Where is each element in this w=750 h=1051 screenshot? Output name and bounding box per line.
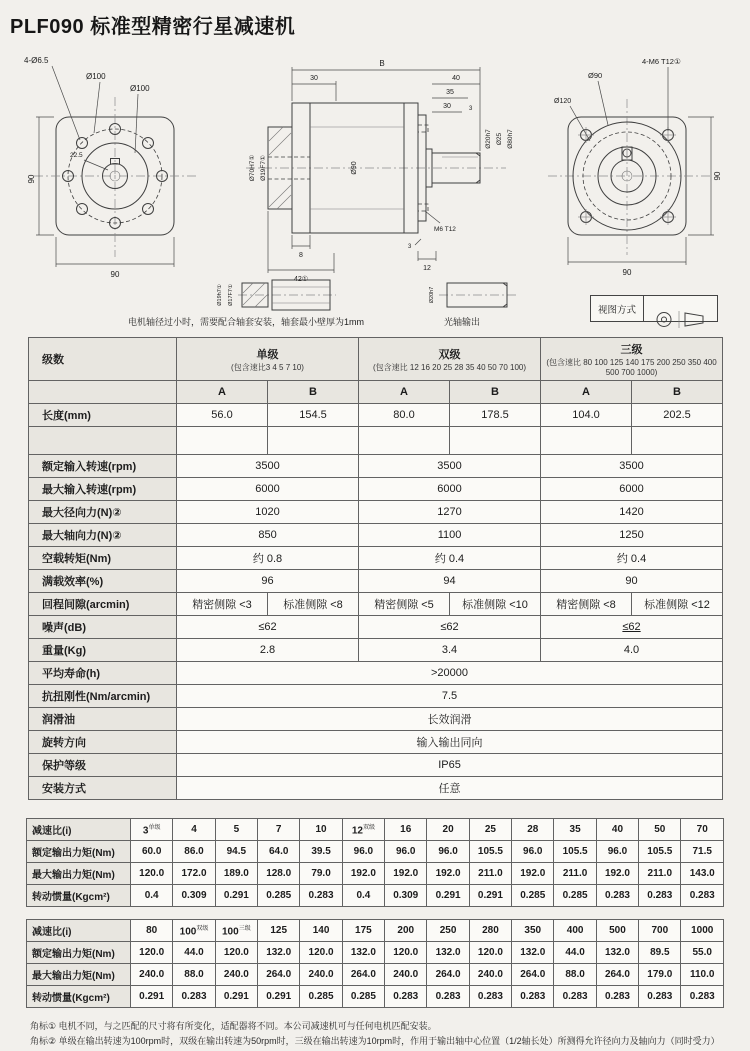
cell: 86.0 (173, 841, 215, 863)
row-label: 最大径向力(N)② (29, 501, 177, 524)
group-ratios: (包含速比 12 16 20 25 28 35 40 50 70 100) (373, 362, 527, 372)
cell: 约 0.4 (359, 547, 541, 570)
table-row (29, 524, 723, 547)
cell: 16 (385, 819, 427, 841)
cell: 132.0 (427, 942, 469, 964)
page-title: PLF090 标准型精密行星减速机 (10, 16, 296, 38)
cell: 3500 (359, 455, 541, 478)
cell: 0.285 (342, 986, 384, 1008)
cell: 192.0 (596, 863, 638, 885)
cell: 105.5 (639, 841, 681, 863)
dim-label-pilot: Ø80h7 (507, 129, 514, 149)
dim-label-shoulder: Ø25 (496, 132, 503, 146)
cell: 约 0.8 (177, 547, 359, 570)
table-row (29, 639, 723, 662)
dim-label-d90: Ø90 (588, 71, 603, 80)
cell: 96.0 (342, 841, 384, 863)
empty-cell (177, 427, 268, 455)
cell: 264.0 (596, 964, 638, 986)
ratio-table-1 (26, 818, 724, 907)
table-row (29, 708, 723, 731)
cell: 0.283 (300, 885, 342, 907)
cell: 约 0.4 (541, 547, 723, 570)
cell: 0.291 (215, 986, 257, 1008)
row-label: 减速比(i) (27, 819, 131, 841)
row-label: 最大输出力矩(Nm) (27, 863, 131, 885)
row-label: 空载转矩(Nm) (29, 547, 177, 570)
cell: 44.0 (173, 942, 215, 964)
cell: 20 (427, 819, 469, 841)
cell: 280 (469, 920, 511, 942)
cell: 0.283 (596, 986, 638, 1008)
cell: 0.283 (639, 986, 681, 1008)
row-label: 长度(mm) (29, 404, 177, 427)
cell: 1270 (359, 501, 541, 524)
table-row (27, 885, 724, 907)
dim-label-sleeve-d2: Ø17F7① (228, 284, 234, 306)
cell: 120.0 (385, 942, 427, 964)
dim-label-width: 90 (622, 268, 632, 277)
cell: 0.285 (300, 986, 342, 1008)
side-section-drawing (210, 53, 520, 288)
empty-cell (632, 427, 723, 455)
cell: 240.0 (215, 964, 257, 986)
cell: 80 (131, 920, 173, 942)
side-view-geometry (246, 103, 506, 233)
cell: 211.0 (469, 863, 511, 885)
table-row (29, 404, 723, 427)
shaft-detail-drawing (425, 275, 520, 315)
table-row (29, 570, 723, 593)
cell: 240.0 (300, 964, 342, 986)
cell: ≤62 (177, 616, 359, 639)
cell: 精密侧隙 <8 (541, 593, 632, 616)
cell: >20000 (177, 662, 723, 685)
ratio-table-2 (26, 919, 724, 1008)
cell: 105.5 (469, 841, 511, 863)
cell: 7.5 (177, 685, 723, 708)
dim-label-pilot: Ø100 (130, 84, 150, 93)
cell: 250 (427, 920, 469, 942)
dim-label-holes: 4-M6 T12① (642, 57, 681, 66)
row-label: 最大轴向力(N)② (29, 524, 177, 547)
dim-label-key: 22.5 (70, 152, 83, 159)
cell: 125 (258, 920, 300, 942)
cell: 25 (469, 819, 511, 841)
col-header-a: A (541, 381, 632, 404)
cell: 211.0 (639, 863, 681, 885)
table-row (29, 754, 723, 777)
stage-marker: 双级 (196, 926, 209, 933)
cell: 90 (541, 570, 723, 593)
cell: 96.0 (512, 841, 554, 863)
footnotes (30, 1019, 724, 1049)
row-label: 噪声(dB) (29, 616, 177, 639)
empty-cell (268, 427, 359, 455)
col-header-b: B (268, 381, 359, 404)
cell: 0.283 (469, 986, 511, 1008)
footnote-2: 角标② 单级在输出转速为100rpm时，双级在输出转速为50rpm时，三级在输出转速为10rpm时，作用于输出轴中心位置（1/2轴长处）所测得允许径向力及轴向力（同时受力） (30, 1035, 720, 1046)
row-label: 重量(Kg) (29, 639, 177, 662)
cell: 3.4 (359, 639, 541, 662)
header-group-single (177, 338, 359, 381)
spec-table (28, 337, 723, 800)
dim-label-sleeve-d1: Ø19h7① (217, 284, 223, 306)
cell: 6000 (359, 478, 541, 501)
cell: 1000 (681, 920, 724, 942)
row-label: 平均寿命(h) (29, 662, 177, 685)
dim-label-tap: M6 T12 (434, 226, 456, 233)
table-row (27, 863, 724, 885)
dim-label-width: 90 (110, 270, 120, 279)
dim-label-bore2: Ø19F7① (260, 155, 267, 181)
cell: 39.5 (300, 841, 342, 863)
cell: 3500 (177, 455, 359, 478)
cell: 6000 (177, 478, 359, 501)
cell: $100^{双级}$ (173, 920, 215, 942)
rear-view-drawing (532, 53, 732, 288)
dim-label-40: 40 (452, 75, 460, 82)
row-label: 最大输出力矩(Nm) (27, 964, 131, 986)
cell: 0.309 (173, 885, 215, 907)
row-label: 额定输出力矩(Nm) (27, 942, 131, 964)
table-row (27, 920, 724, 942)
cell: $100^{三级}$ (215, 920, 257, 942)
dim-label-bolt-circle: Ø100 (86, 72, 106, 81)
technical-drawings (0, 39, 750, 333)
stage-marker: 双级 (362, 825, 375, 832)
cell: 88.0 (173, 964, 215, 986)
row-label: 抗扭刚性(Nm/arcmin) (29, 685, 177, 708)
side-view-dimensions (249, 59, 514, 283)
cell: 0.283 (512, 986, 554, 1008)
cell: 132.0 (596, 942, 638, 964)
cell: $12^{双级}$ (342, 819, 384, 841)
dim-label-35: 35 (446, 89, 454, 96)
cell: 2.8 (177, 639, 359, 662)
cell: 154.5 (268, 404, 359, 427)
cell: 55.0 (681, 942, 724, 964)
header-group-double (359, 338, 541, 381)
sleeve-detail-drawing (214, 275, 339, 315)
cell: 28 (512, 819, 554, 841)
front-view-dimensions (24, 56, 174, 279)
cell: 1420 (541, 501, 723, 524)
cell: 192.0 (385, 863, 427, 885)
row-label: 转动惯量(Kgcm²) (27, 986, 131, 1008)
cell: 96.0 (385, 841, 427, 863)
sleeve-note: 电机轴径过小时，需要配合轴套安装，轴套最小壁厚为1mm (128, 317, 365, 327)
cell: 5 (215, 819, 257, 841)
dim-label-42: 42① (293, 276, 309, 283)
cell: 35 (554, 819, 596, 841)
cell: 264.0 (342, 964, 384, 986)
row-label: 减速比(i) (27, 920, 131, 942)
shaft-output-label: 光轴输出 (444, 317, 481, 327)
cell: 200 (385, 920, 427, 942)
cell: 128.0 (258, 863, 300, 885)
cell: 400 (554, 920, 596, 942)
row-label: 额定输出力矩(Nm) (27, 841, 131, 863)
cell: 178.5 (450, 404, 541, 427)
cell: 6000 (541, 478, 723, 501)
cell: ≤62 (541, 616, 723, 639)
table-row (27, 841, 724, 863)
cell: 94 (359, 570, 541, 593)
cell: 0.4 (131, 885, 173, 907)
cell: 500 (596, 920, 638, 942)
cell: 192.0 (427, 863, 469, 885)
table-row (29, 501, 723, 524)
cell: 4 (173, 819, 215, 841)
dim-label-bore1: Ø70H7① (249, 154, 256, 182)
cell: 0.285 (512, 885, 554, 907)
cell: 240.0 (131, 964, 173, 986)
cell: 140 (300, 920, 342, 942)
header-stages: 级数 (29, 338, 177, 381)
cell: 240.0 (469, 964, 511, 986)
empty-cell (29, 381, 177, 404)
cell: 96.0 (596, 841, 638, 863)
table-row (29, 593, 723, 616)
view-method-label: 视图方式 (591, 296, 644, 321)
cell: 0.283 (427, 986, 469, 1008)
cell: 264.0 (512, 964, 554, 986)
cell: 105.5 (554, 841, 596, 863)
view-method-box (590, 295, 718, 322)
cell: 1020 (177, 501, 359, 524)
cell: 132.0 (258, 942, 300, 964)
empty-cell (541, 427, 632, 455)
cell: 192.0 (342, 863, 384, 885)
empty-cell (29, 427, 177, 455)
cell: 79.0 (300, 863, 342, 885)
cell: 192.0 (512, 863, 554, 885)
cell: 标准侧隙 <8 (268, 593, 359, 616)
table-row (29, 685, 723, 708)
cell: 0.291 (215, 885, 257, 907)
cell: 0.283 (596, 885, 638, 907)
group-ratios: (包含速比 80 100 125 140 175 200 250 350 400 500 700 1000) (546, 358, 717, 377)
cell: 350 (512, 920, 554, 942)
spacer-row (29, 427, 723, 455)
cell: 264.0 (258, 964, 300, 986)
cell: 0.283 (385, 986, 427, 1008)
cell: 精密侧隙 <3 (177, 593, 268, 616)
cell: 211.0 (554, 863, 596, 885)
cell: 0.283 (681, 885, 724, 907)
col-header-a: A (177, 381, 268, 404)
cell: 94.5 (215, 841, 257, 863)
empty-cell (450, 427, 541, 455)
cell: 120.0 (131, 863, 173, 885)
cell: 104.0 (541, 404, 632, 427)
cell: 175 (342, 920, 384, 942)
cell: 96.0 (427, 841, 469, 863)
row-label: 回程间隙(arcmin) (29, 593, 177, 616)
cell: 0.283 (173, 986, 215, 1008)
stage-marker: 单级 (148, 825, 161, 832)
cell: ≤62 (359, 616, 541, 639)
table-row (27, 986, 724, 1008)
dim-label-overall: B (379, 59, 385, 68)
cell: 0.291 (469, 885, 511, 907)
table-row (29, 547, 723, 570)
cell: 0.309 (385, 885, 427, 907)
dim-label-3b: 3 (408, 244, 412, 250)
spec-header-row (29, 338, 723, 381)
cell: 240.0 (385, 964, 427, 986)
cell: 标准侧隙 <10 (450, 593, 541, 616)
cell: IP65 (177, 754, 723, 777)
table-row (29, 478, 723, 501)
cell: 44.0 (554, 942, 596, 964)
cell: 60.0 (131, 841, 173, 863)
cell: 0.291 (258, 986, 300, 1008)
stage-marker: 三级 (238, 926, 251, 933)
cell: 输入输出同向 (177, 731, 723, 754)
group-ratios: (包含速比3 4 5 7 10) (231, 362, 304, 372)
row-label: 最大输入转速(rpm) (29, 478, 177, 501)
dim-label-30: 30 (310, 75, 318, 82)
header-group-triple (541, 338, 723, 381)
col-header-a: A (359, 381, 450, 404)
cell: 143.0 (681, 863, 724, 885)
table-row (29, 616, 723, 639)
dim-label-height: 90 (27, 174, 36, 184)
empty-cell (359, 427, 450, 455)
table-row (29, 455, 723, 478)
cell: 1100 (359, 524, 541, 547)
dim-label-d120: Ø120 (554, 98, 572, 105)
cell: 精密侧隙 <5 (359, 593, 450, 616)
row-label: 满载效率(%) (29, 570, 177, 593)
cell: 56.0 (177, 404, 268, 427)
cell: 0.285 (554, 885, 596, 907)
table-row (29, 662, 723, 685)
cell: 172.0 (173, 863, 215, 885)
cell: 120.0 (469, 942, 511, 964)
cell: 132.0 (512, 942, 554, 964)
col-header-b: B (632, 381, 723, 404)
cell: 64.0 (258, 841, 300, 863)
cell: 7 (258, 819, 300, 841)
cell: 120.0 (300, 942, 342, 964)
cell: 264.0 (427, 964, 469, 986)
dim-label-body: Ø90 (351, 161, 358, 175)
front-view-geometry (34, 97, 198, 257)
dim-label-holes: 4-Ø6.5 (24, 56, 49, 65)
cell: 96 (177, 570, 359, 593)
cell: 4.0 (541, 639, 723, 662)
cell: 120.0 (215, 942, 257, 964)
cell: 0.285 (258, 885, 300, 907)
col-header-b: B (450, 381, 541, 404)
cell: 89.5 (639, 942, 681, 964)
row-label: 安装方式 (29, 777, 177, 800)
row-label: 转动惯量(Kgcm²) (27, 885, 131, 907)
cell: 50 (639, 819, 681, 841)
cell: 10 (300, 819, 342, 841)
cell: 任意 (177, 777, 723, 800)
cell: 179.0 (639, 964, 681, 986)
rear-view-geometry (548, 99, 710, 255)
front-view-drawing (22, 53, 212, 288)
cell: 120.0 (131, 942, 173, 964)
cell: 850 (177, 524, 359, 547)
cell: 700 (639, 920, 681, 942)
dim-label-height: 90 (713, 171, 722, 181)
cell: 71.5 (681, 841, 724, 863)
cell: 0.283 (639, 885, 681, 907)
row-label: 润滑油 (29, 708, 177, 731)
cell: 3500 (541, 455, 723, 478)
dim-label-8: 8 (299, 252, 303, 259)
spec-ab-header-row (29, 381, 723, 404)
cell: 标准侧隙 <12 (632, 593, 723, 616)
cell: 0.283 (554, 986, 596, 1008)
dim-label-30b: 30 (443, 103, 451, 110)
cell: 88.0 (554, 964, 596, 986)
cell: 0.283 (681, 986, 724, 1008)
dim-label-shaft: Ø20h7 (485, 129, 492, 149)
cell: 80.0 (359, 404, 450, 427)
group-name: 双级 (438, 348, 461, 361)
table-row (29, 777, 723, 800)
table-row (27, 819, 724, 841)
table-row (27, 942, 724, 964)
group-name: 单级 (256, 348, 279, 361)
cell: 1250 (541, 524, 723, 547)
cell: 189.0 (215, 863, 257, 885)
table-row (29, 731, 723, 754)
cell: 0.291 (131, 986, 173, 1008)
dim-label-shaft-d: Ø20h7 (429, 286, 435, 304)
rear-view-dimensions (554, 57, 722, 277)
cell: 132.0 (342, 942, 384, 964)
cell: 0.291 (427, 885, 469, 907)
row-label: 旋转方向 (29, 731, 177, 754)
cell: 0.4 (342, 885, 384, 907)
group-name: 三级 (620, 344, 643, 356)
row-label: 额定输入转速(rpm) (29, 455, 177, 478)
row-label: 保护等级 (29, 754, 177, 777)
dim-label-3: 3 (469, 106, 473, 112)
cell: $3^{单级}$ (131, 819, 173, 841)
table-row (27, 964, 724, 986)
cell: 40 (596, 819, 638, 841)
footnote-1: 角标① 电机不同，与之匹配的尺寸将有所变化，适配器将不同。本公司减速机可与任何电机匹配安装。 (30, 1021, 437, 1031)
cell: 202.5 (632, 404, 723, 427)
cell: 70 (681, 819, 724, 841)
cell: 110.0 (681, 964, 724, 986)
dim-label-12: 12 (423, 265, 431, 272)
cell: 长效润滑 (177, 708, 723, 731)
